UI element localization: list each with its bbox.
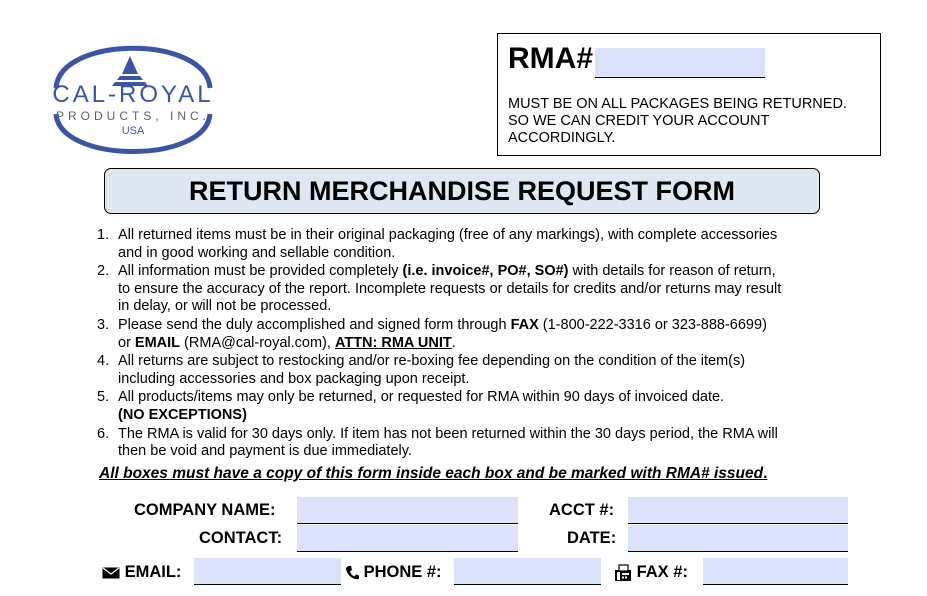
phone-field-label [345,563,442,582]
fax-machine-icon [614,564,632,582]
logo-graphic [38,30,228,160]
form-title: RETURN MERCHANDISE REQUEST FORM [104,168,820,214]
email-address-text: (RMA@cal-royal.com), [180,334,335,351]
instructions-list [97,227,837,462]
email-input[interactable] [194,558,341,585]
fax-label-text: FAX #: [636,563,688,581]
instruction-item [97,263,837,316]
company-name-label: COMPANY NAME: [134,501,276,519]
rma-number-input[interactable] [595,48,765,78]
rma-note-line: MUST BE ON ALL PACKAGES BEING RETURNED. [508,96,847,112]
item-line: in delay, or will not be processed. [118,298,332,315]
item-number: 6. [97,425,110,442]
item-line: All products/items may only be returned, or requested for RMA within 90 days of invoiced date. [118,389,725,406]
item-line: to ensure the accuracy of the report. Incomplete requests or details for credits and/or returns may result [118,280,782,297]
item-line: The RMA is valid for 30 days only. If item has not been returned within the 30 days period, the RMA will [118,425,778,442]
rma-note [508,96,878,147]
date-label: DATE: [567,529,617,547]
item-line: All returns are subject to restocking and/or re-boxing fee depending on the condition of the item(s) [118,353,746,370]
item-number: 1. [97,227,110,243]
item-text: with details for reason of return, [568,263,776,280]
rma-label: RMA# [508,42,594,75]
instruction-item [97,389,837,424]
item-text: Please send the duly accomplished and signed form through [118,316,511,333]
item-line [118,263,837,281]
fax-input[interactable] [703,558,848,585]
item-line: and in good working and sellable condition. [118,244,396,261]
rma-box [497,33,881,156]
item-line [118,335,837,353]
company-name-input[interactable] [297,497,518,524]
phone-label-text: PHONE #: [363,563,442,581]
item-text: All information must be provided completely [118,263,403,280]
envelope-icon [102,567,120,579]
fax-field-label [614,563,688,582]
logo-subtitle-text: PRODUCTS, INC. [55,109,211,123]
item-line: including accessories and box packaging upon receipt. [118,370,470,387]
fax-label-bold: FAX [510,316,539,333]
acct-label: ACCT #: [549,501,615,519]
item-number: 3. [97,316,110,333]
company-logo [38,30,228,160]
no-exceptions-text: (NO EXCEPTIONS) [118,406,247,423]
phone-input[interactable] [454,558,601,585]
attn-rma-unit: ATTN: RMA UNIT [334,334,452,351]
contact-input[interactable] [297,525,518,552]
logo-country-text: USA [121,125,145,137]
item-line [118,317,837,335]
phone-icon [345,565,359,581]
instruction-item [97,227,837,262]
item-number: 2. [97,263,110,280]
closing-note [99,465,767,483]
instruction-item [97,317,837,352]
email-field-label [102,563,181,582]
rma-note-line: ACCORDINGLY. [508,130,616,146]
item-bold-text: (i.e. invoice#, PO#, SO#) [402,263,569,280]
instruction-item [97,353,837,388]
email-label-text: EMAIL: [124,563,182,581]
instruction-item [97,426,837,461]
acct-input[interactable] [628,497,848,524]
date-input[interactable] [628,525,848,552]
logo-brand-text: CAL-ROYAL [52,81,214,108]
item-line: then be void and payment is due immediately. [118,443,412,460]
email-label-bold: EMAIL [134,334,181,351]
contact-label: CONTACT: [199,529,283,547]
item-text: . [451,334,456,351]
item-text: or [118,334,135,351]
fax-numbers-text: (1-800-222-3316 or 323-888-6699) [538,316,767,333]
rma-note-line: SO WE CAN CREDIT YOUR ACCOUNT [508,113,770,129]
closing-period: . [763,465,768,482]
item-line: All returned items must be in their original packaging (free of any markings), with complete accessories [118,227,778,243]
item-number: 4. [97,353,110,370]
closing-text: All boxes must have a copy of this form inside each box and be marked with RMA# issued [99,465,764,482]
item-number: 5. [97,389,110,406]
